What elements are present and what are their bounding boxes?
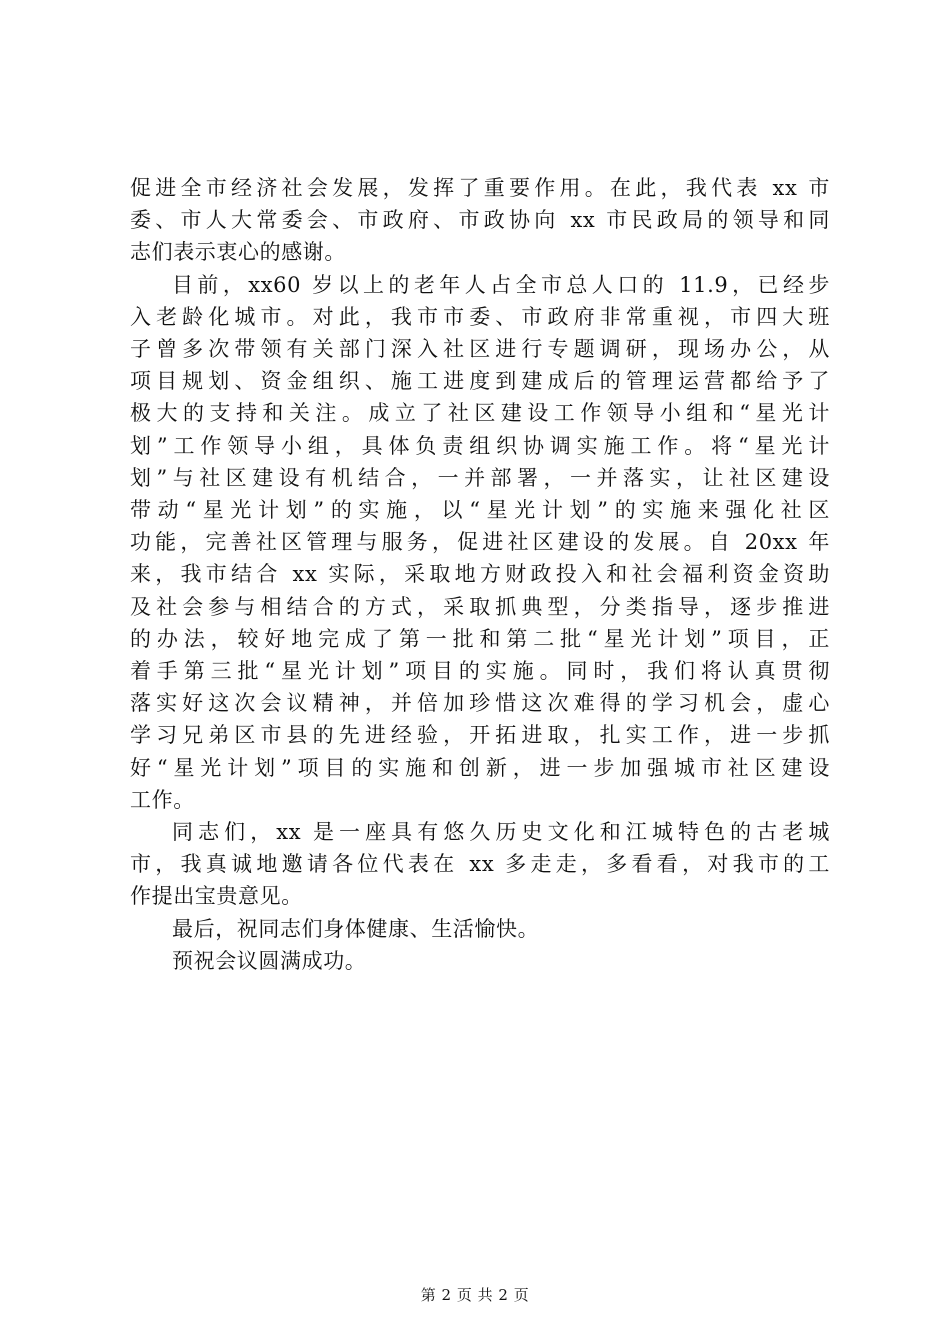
- page-number-label: 第 2 页 共 2 页: [420, 1286, 530, 1304]
- paragraph-2: [130, 269, 830, 816]
- text-line: 促进全市经济社会发展，发挥了重要作用。在此，我代表 xx 市: [130, 176, 830, 200]
- text-line: 着手第三批“星光计划”项目的实施。同时，我们将认真贯彻: [130, 659, 830, 684]
- text-line: 划”工作领导小组，具体负责组织协调实施工作。将“星光计: [130, 433, 830, 458]
- text-line: 学习兄弟区市县的先进经验，开拓进取，扎实工作，进一步抓: [130, 723, 830, 748]
- text-line: 同志们，xx 是一座具有悠久历史文化和江城特色的古老城: [172, 820, 830, 845]
- text-line: 落实好这次会议精神，并倍加珍惜这次难得的学习机会，虚心: [130, 691, 830, 716]
- text-line: 目前，xx60 岁以上的老年人占全市总人口的 11.9，已经步: [172, 272, 830, 297]
- text-line: 工作。: [130, 787, 195, 812]
- paragraph-1: [130, 172, 830, 269]
- text-line: 好“星光计划”项目的实施和创新，进一步加强城市社区建设: [130, 755, 830, 780]
- text-line: 来，我市结合 xx 实际，采取地方财政投入和社会福利资金资助: [130, 562, 830, 587]
- text-line: 项目规划、资金组织、施工进度到建成后的管理运营都给予了: [130, 369, 830, 394]
- text-line: 划”与社区建设有机结合，一并部署，一并落实，让社区建设: [130, 465, 830, 490]
- page-footer: [0, 1284, 950, 1305]
- text-line: 的办法，较好地完成了第一批和第二批“星光计划”项目，正: [130, 626, 830, 651]
- text-line: 志们表示衷心的感谢。: [130, 240, 346, 265]
- text-line: 及社会参与相结合的方式，采取抓典型，分类指导，逐步推进: [130, 594, 830, 619]
- document-body: [130, 172, 830, 977]
- text-line: 极大的支持和关注。成立了社区建设工作领导小组和“星光计: [130, 401, 830, 426]
- text-line: 预祝会议圆满成功。: [172, 948, 367, 973]
- paragraph-3: [130, 816, 830, 913]
- text-line: 入老龄化城市。对此，我市市委、市政府非常重视，市四大班: [130, 304, 830, 329]
- text-line: 市，我真诚地邀请各位代表在 xx 多走走，多看看，对我市的工: [130, 852, 830, 877]
- text-line: 委、市人大常委会、市政府、市政协向 xx 市民政局的领导和同: [130, 208, 830, 233]
- text-line: 功能，完善社区管理与服务，促进社区建设的发展。自 20xx 年: [130, 530, 830, 555]
- paragraph-4: [130, 913, 830, 945]
- text-line: 带动“星光计划”的实施，以“星光计划”的实施来强化社区: [130, 498, 830, 523]
- paragraph-5: [130, 945, 830, 977]
- text-line: 最后，祝同志们身体健康、生活愉快。: [172, 916, 540, 941]
- text-line: 作提出宝贵意见。: [130, 884, 303, 909]
- text-line: 子曾多次带领有关部门深入社区进行专题调研，现场办公，从: [130, 337, 830, 362]
